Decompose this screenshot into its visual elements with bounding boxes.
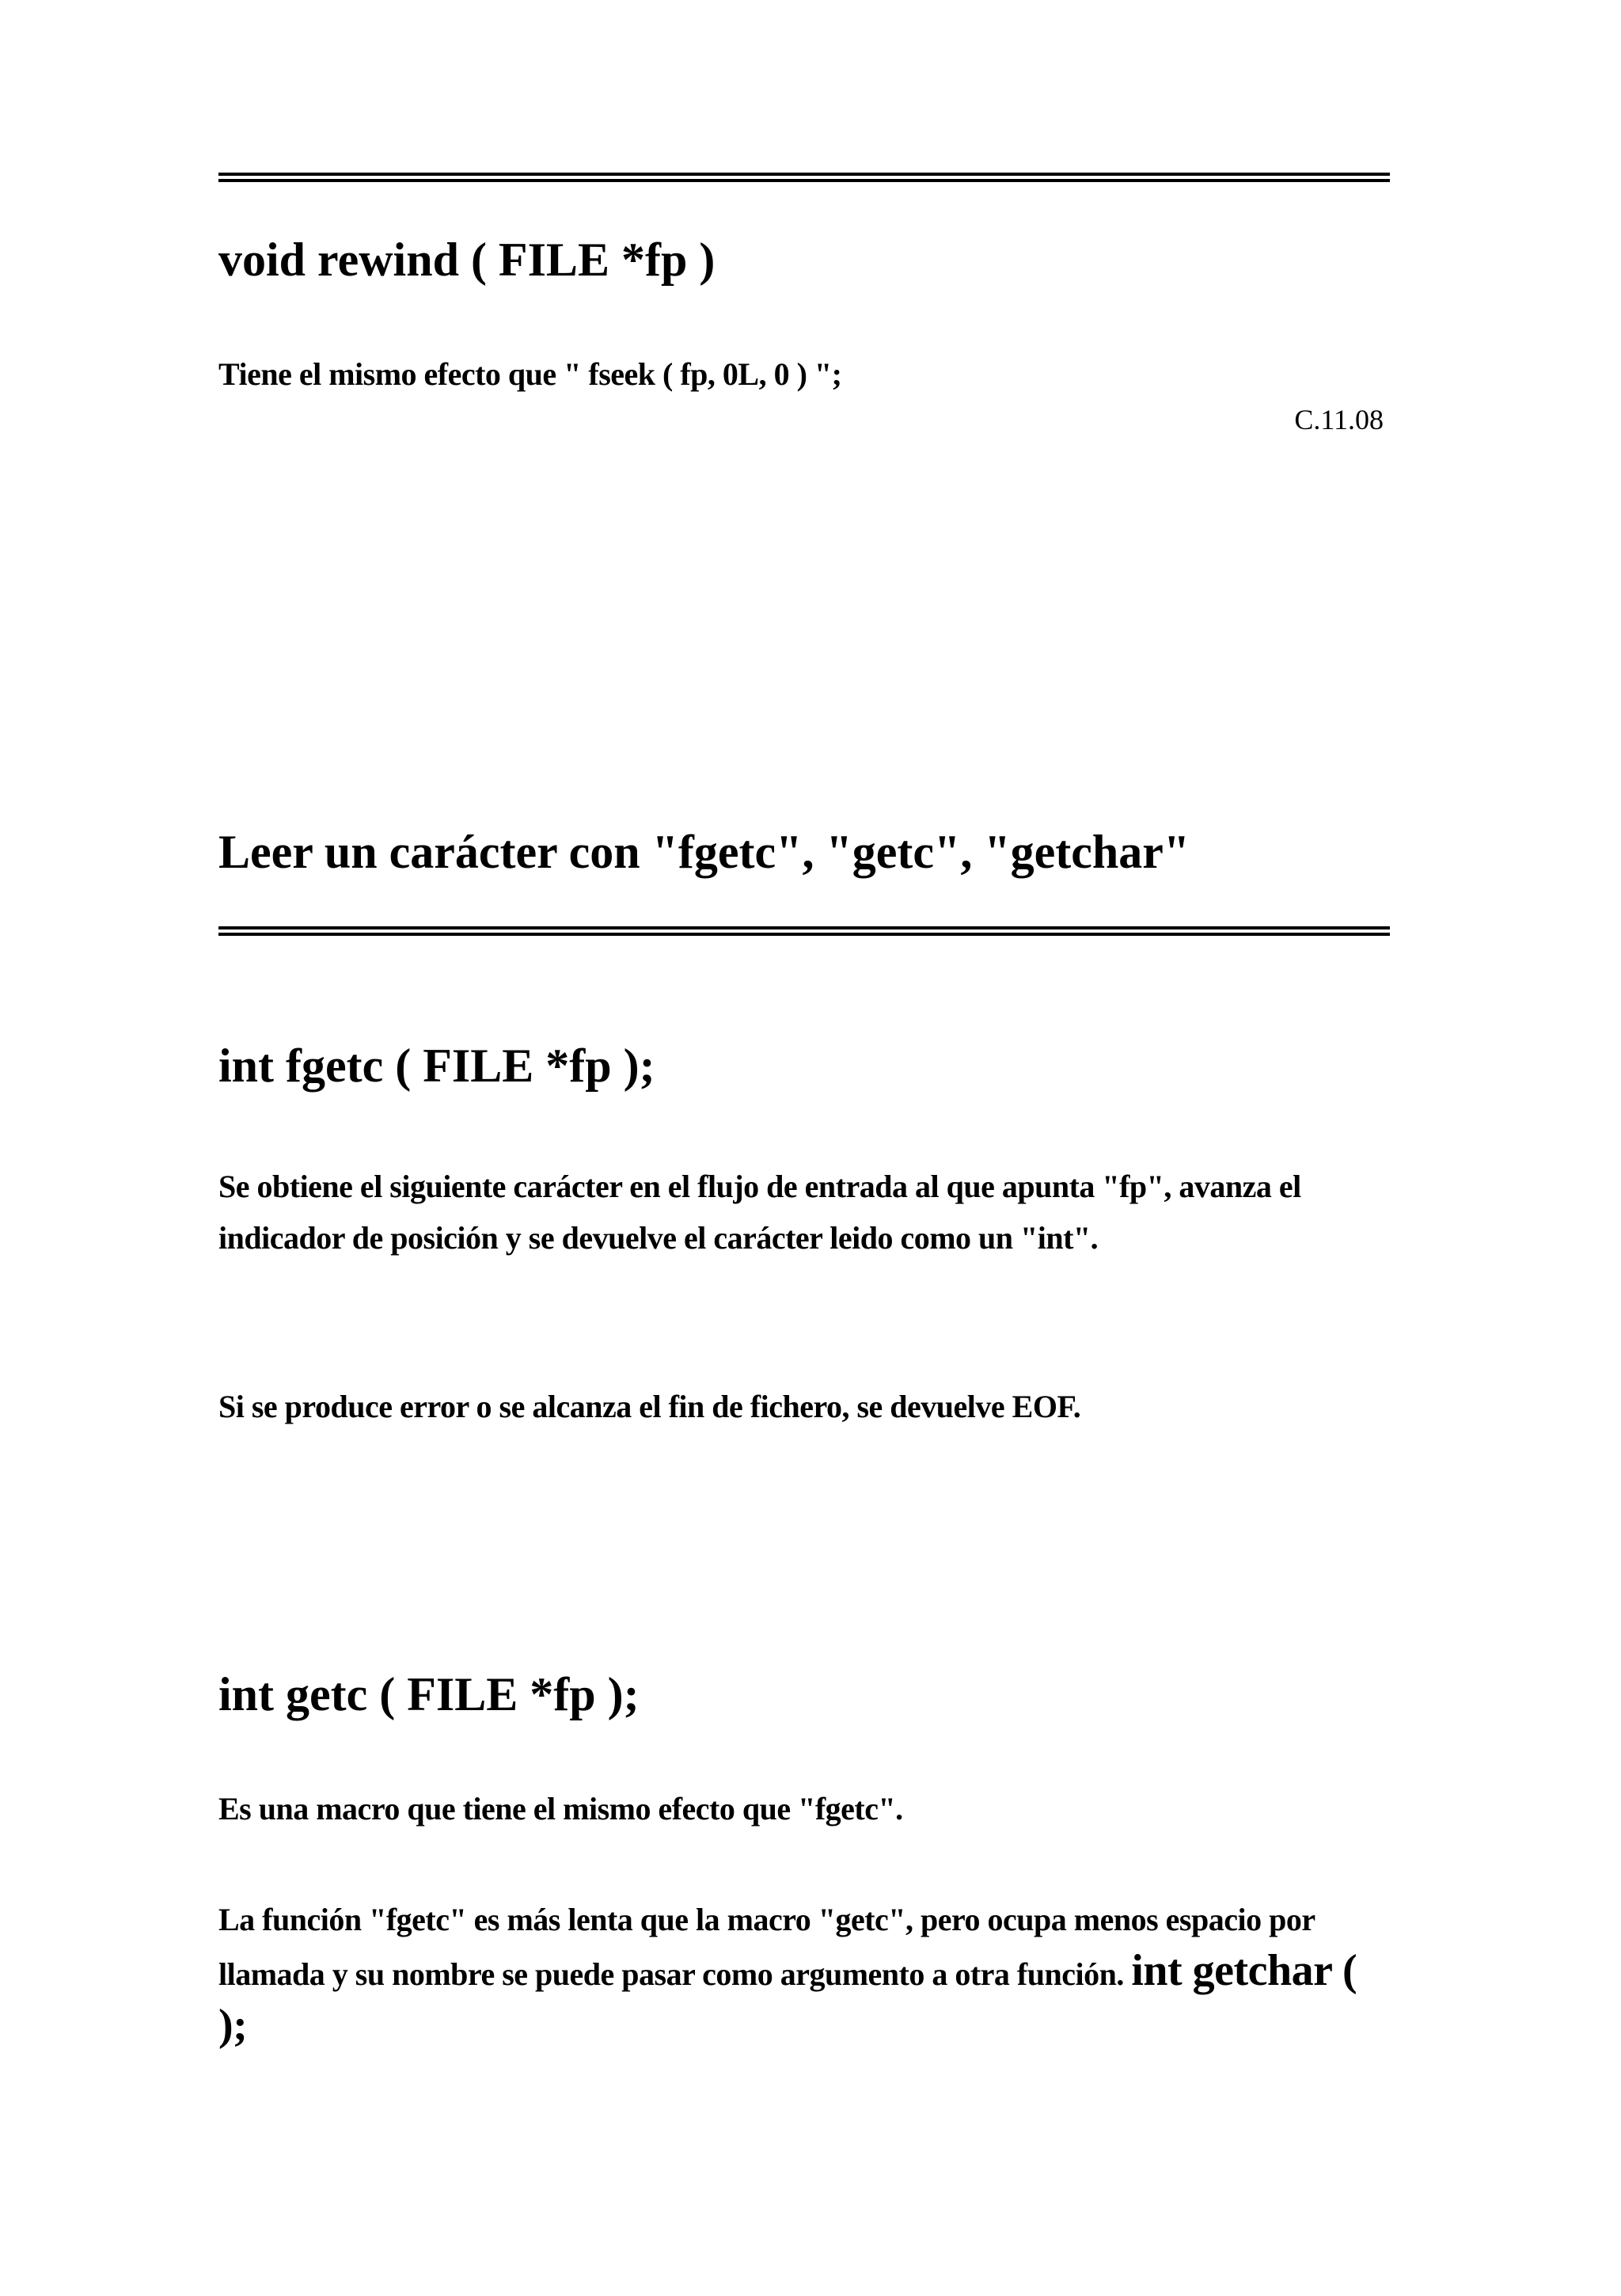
fgetc-description: Se obtiene el siguiente carácter en el flujo de entrada al que apunta "fp", avanza el indicador de posición y se devuelve el carácter leido como un "int".: [218, 1169, 1301, 1256]
getchar-heading: int getchar ( );: [218, 1946, 1357, 2050]
rewind-description: Tiene el mismo efecto que " fseek ( fp, 0L, 0 ) ";: [218, 356, 842, 392]
getc-comparison-text: La función "fgetc" es más lenta que la macro "getc", pero ocupa menos espacio por llamada y su nombre se puede pasar como argumento a otra función.: [218, 1902, 1315, 1992]
fgetc-eof-note: Si se produce error o se alcanza el fin de fichero, se devuelve EOF.: [218, 1389, 1081, 1424]
section-divider: [218, 926, 1390, 936]
read-char-heading: Leer un carácter con "fgetc", "getc", "getchar": [218, 826, 1190, 878]
getc-description: Es una macro que tiene el mismo efecto que "fgetc".: [218, 1791, 903, 1827]
fgetc-heading: int fgetc ( FILE *fp );: [218, 1040, 655, 1092]
getc-comparison: [218, 1894, 1390, 2055]
top-divider: [218, 173, 1390, 182]
getc-heading: int getc ( FILE *fp );: [218, 1668, 640, 1720]
section-code: C.11.08: [1294, 404, 1384, 435]
rewind-heading: void rewind ( FILE *fp ): [218, 234, 716, 286]
